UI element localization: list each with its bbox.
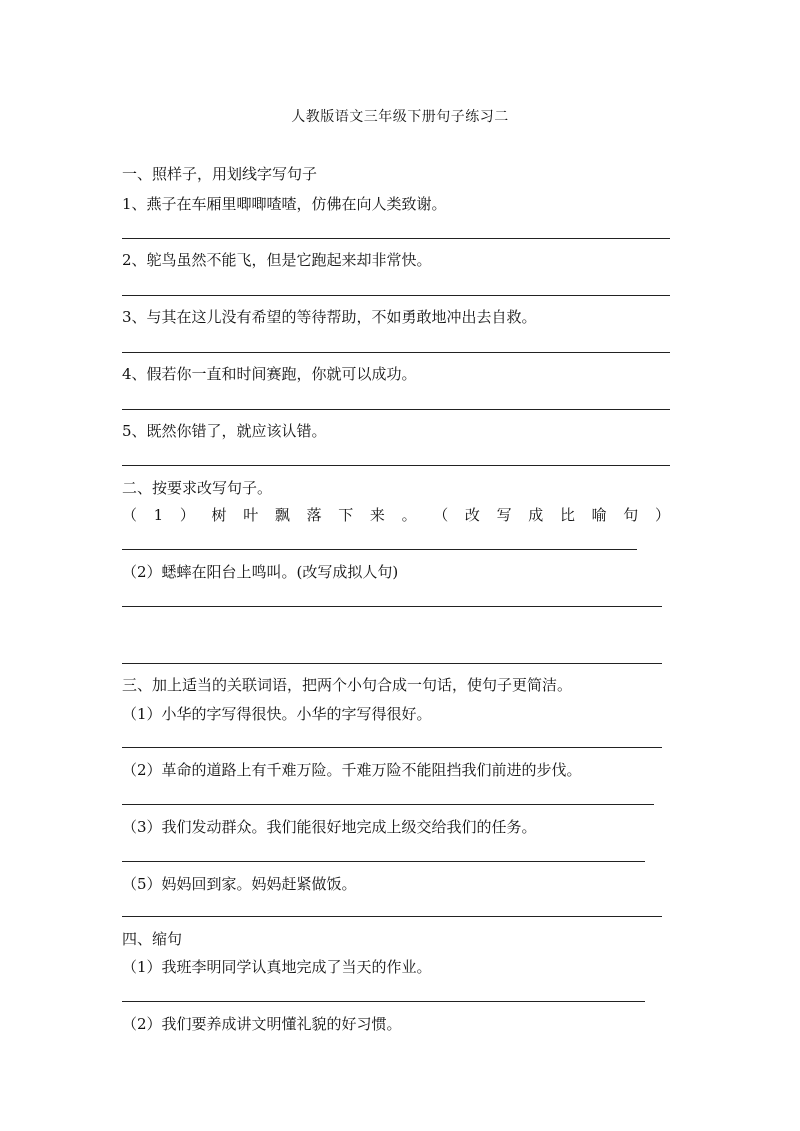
answer-line[interactable] xyxy=(122,238,670,239)
answer-line[interactable] xyxy=(122,916,662,917)
exercise-item-spread xyxy=(122,506,670,524)
answer-line[interactable] xyxy=(122,606,662,607)
char: 下 xyxy=(338,506,354,524)
exercise-item: 5、既然你错了，就应该认错。 xyxy=(122,422,327,440)
exercise-item: 4、假若你一直和时间赛跑，你就可以成功。 xyxy=(122,365,417,383)
section-heading-2: 二、按要求改写句子。 xyxy=(122,479,273,497)
char: 写 xyxy=(496,506,512,524)
exercise-item: 1、燕子在车厢里唧唧喳喳，仿佛在向人类致谢。 xyxy=(122,195,447,213)
answer-line[interactable] xyxy=(122,747,662,748)
char: 树 xyxy=(211,506,227,524)
answer-line[interactable] xyxy=(122,861,645,862)
char: 比 xyxy=(559,506,575,524)
char: 改 xyxy=(464,506,480,524)
char: 。 xyxy=(401,506,417,524)
char: （ xyxy=(433,506,449,524)
section-heading-1: 一、照样子，用划线字写句子 xyxy=(122,165,318,183)
char: ） xyxy=(654,506,670,524)
char: ） xyxy=(179,506,195,524)
page-title: 人教版语文三年级下册句子练习二 xyxy=(291,109,509,125)
exercise-item: 3、与其在这儿没有希望的等待帮助，不如勇敢地冲出去自救。 xyxy=(122,308,537,326)
exercise-item: （2）革命的道路上有千难万险。千难万险不能阻挡我们前进的步伐。 xyxy=(122,761,582,779)
answer-line[interactable] xyxy=(122,409,670,410)
answer-line[interactable] xyxy=(122,352,670,353)
char: 叶 xyxy=(243,506,259,524)
answer-line[interactable] xyxy=(122,295,670,296)
exercise-item: （2）我们要养成讲文明懂礼貌的好习惯。 xyxy=(122,1015,402,1033)
char: 来 xyxy=(369,506,385,524)
section-heading-4: 四、缩句 xyxy=(122,930,183,948)
section-heading-3: 三、加上适当的关联词语，把两个小句合成一句话，使句子更简洁。 xyxy=(122,676,573,694)
answer-line[interactable] xyxy=(122,465,670,466)
char: 1 xyxy=(153,506,164,524)
exercise-item: （2）蟋蟀在阳台上鸣叫。(改写成拟人句) xyxy=(122,563,399,581)
answer-line[interactable] xyxy=(122,804,654,805)
exercise-item: （3）我们发动群众。我们能很好地完成上级交给我们的任务。 xyxy=(122,818,537,836)
char: 喻 xyxy=(591,506,607,524)
answer-line[interactable] xyxy=(122,549,637,550)
exercise-item: （1）我班李明同学认真地完成了当天的作业。 xyxy=(122,958,432,976)
answer-line[interactable] xyxy=(122,1001,645,1002)
char: 成 xyxy=(528,506,544,524)
char: 飘 xyxy=(274,506,290,524)
char: 落 xyxy=(306,506,322,524)
exercise-item: （1）小华的字写得很快。小华的字写得很好。 xyxy=(122,705,432,723)
exercise-item: （5）妈妈回到家。妈妈赶紧做饭。 xyxy=(122,875,357,893)
char: （ xyxy=(122,506,138,524)
exercise-item: 2、鸵鸟虽然不能飞，但是它跑起来却非常快。 xyxy=(122,251,432,269)
char: 句 xyxy=(623,506,639,524)
answer-line[interactable] xyxy=(122,663,662,664)
